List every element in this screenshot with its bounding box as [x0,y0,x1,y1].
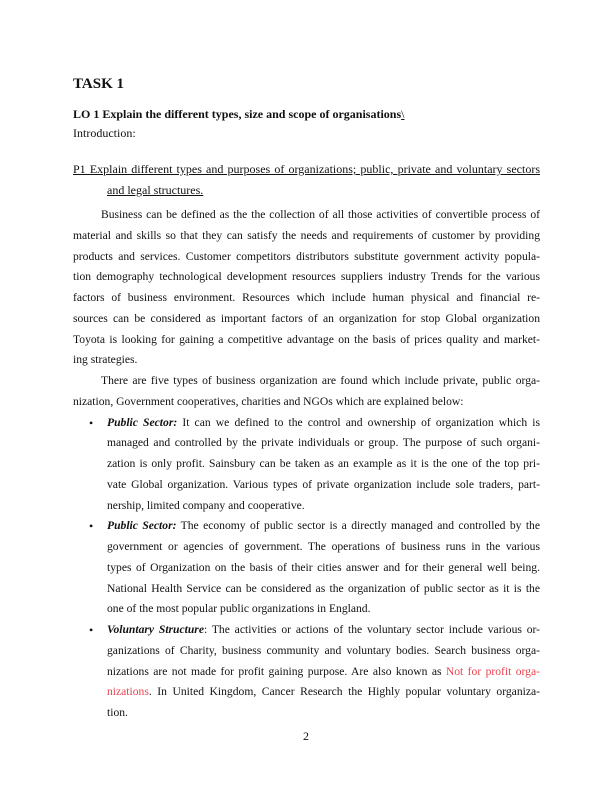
text-line [73,205,540,226]
text-line [73,392,540,413]
text-line [73,226,540,247]
text-line [73,620,540,641]
bullet-label: Public Sector: [107,519,177,533]
p1-line: P1 Explain different types and purposes of organizations; public, private and voluntary sectors [73,162,540,176]
text-line [73,599,540,620]
bullet-icon: • [89,415,94,430]
text-line [73,309,540,330]
bullet-icon: • [89,623,94,637]
highlighted-text: Not for profit orga- [445,664,540,678]
text-segment: ing strategies. [73,353,138,367]
text-line [73,454,540,475]
text-segment: : The activities or actions of the voluntary sector include various or- [203,623,541,636]
text-line [73,579,540,600]
text-segment: There are five types of business organization are found which include private, public orga- [101,374,540,387]
text-line [73,703,540,724]
page-number: 2 [303,729,309,743]
text-segment: tion. [107,706,128,719]
text-line [73,516,540,537]
text-segment: tion demography technological development resources suppliers industry Trends for the various [73,270,540,284]
text-line [73,267,540,288]
bullet-label: Public Sector: [107,415,178,429]
bullet-item [73,413,540,517]
text-segment: one of the most popular public organizations in England. [107,602,371,616]
text-line [73,475,540,496]
text-segment: vate Global organization. Various types of private organization include sole traders, part- [107,477,540,491]
introduction-label: Introduction: [73,126,136,140]
text-line [73,682,540,703]
text-segment: managed and controlled by the private individuals or group. The purpose of such organi- [107,436,540,450]
text-segment: Business can be defined as the the collection of all those activities of convertible process of [101,208,540,221]
text-segment: nership, limited company and cooperative. [107,498,305,512]
body-text [73,205,540,724]
text-line [73,288,540,309]
lo-title: LO 1 Explain the different types, size and scope of organisations [73,107,402,121]
lo-heading [73,107,404,122]
bullet-icon: • [89,519,94,534]
text-segment: zation is only profit. Sainsbury can be taken as an example as it is the one of the top pri- [107,457,540,470]
text-segment: nizations are not made for profit gaining purpose. Are also known as [107,664,446,678]
text-segment: sources can be considered as important factors of an organization for stop Global organization [73,311,540,325]
text-segment: factors of business environment. Resources which include human physical and financial re- [73,291,540,304]
text-line [73,433,540,454]
text-segment: The economy of public sector is a directly managed and controlled by the [176,519,540,533]
text-segment: . In United Kingdom, Cancer Research the Highly popular voluntary organiza- [148,685,540,699]
paragraph [73,205,540,371]
highlighted-text: nizations [107,685,149,699]
text-line [73,247,540,268]
text-segment: ganizations of Charity, business community and voluntary bodies. Search business orga- [107,643,540,657]
p1-line: and legal structures. [107,182,204,197]
bullet-item [73,620,540,724]
text-line [73,662,540,683]
text-segment: It can we defined to the control and ownership of organization which is [177,415,540,429]
text-line [73,537,540,558]
text-line [73,496,540,517]
text-segment: National Health Service can be considered as the organization of public sector as it is the [107,581,540,595]
text-line [73,558,540,579]
lo-suffix: \ [401,107,405,121]
bullet-label: Voluntary Structure [107,623,204,636]
text-segment: types of Organization on the basis of their cities answer and for their general well being. [107,560,540,574]
text-segment: Toyota is looking for gaining a competitive advantage on the basis of prices quality and market- [73,332,540,346]
task-heading: TASK 1 [73,76,124,92]
text-segment: material and skills so that they can satisfy the needs and requirements of customer by providing [73,228,540,242]
text-segment: government or agencies of government. The operations of business runs in the various [107,540,540,553]
text-line [73,350,540,371]
text-segment: nization, Government cooperatives, charities and NGOs which are explained below: [73,394,464,408]
p1-heading [73,159,540,200]
text-line [73,330,540,351]
text-line [73,413,540,434]
bullet-item [73,516,540,620]
text-segment: products and services. Customer competitors distributors substitute government activity popula- [73,249,540,263]
text-line [73,641,540,662]
text-line [73,371,540,392]
paragraph [73,371,540,413]
